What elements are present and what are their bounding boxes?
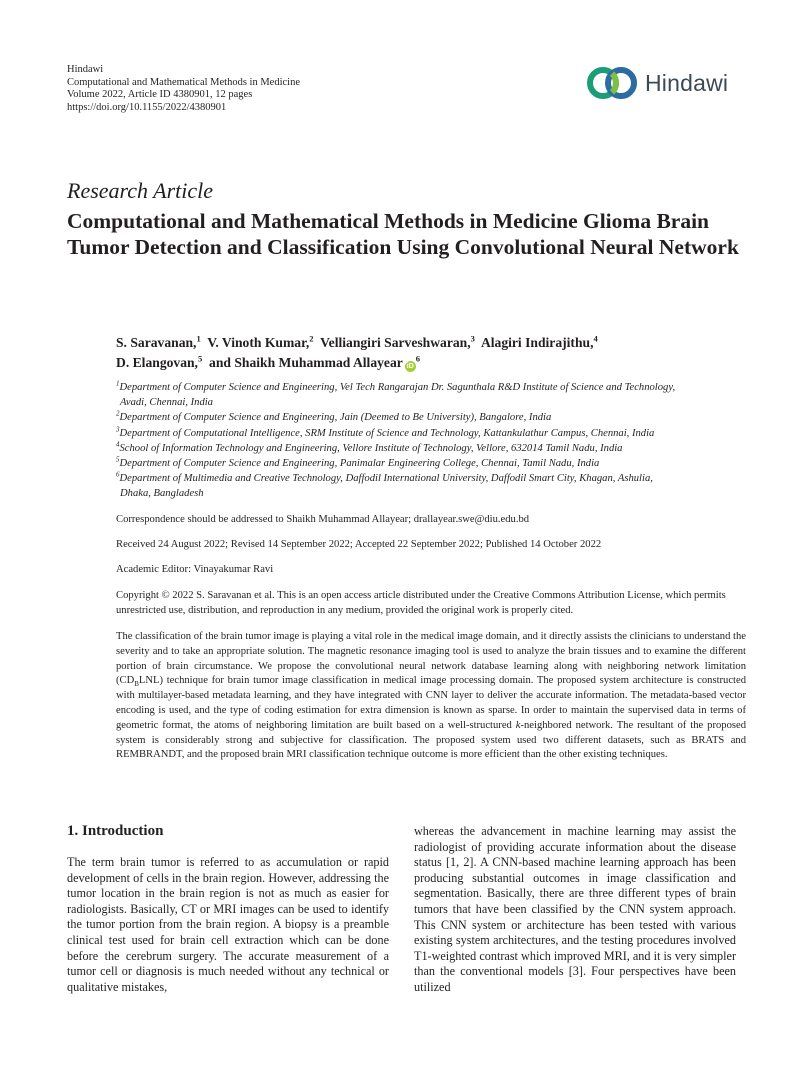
orcid-icon[interactable]: iD	[406, 363, 414, 370]
hindawi-logo	[583, 64, 728, 102]
affiliation-number: 2	[116, 409, 120, 418]
abstract	[116, 630, 746, 763]
affiliation-item	[116, 471, 746, 501]
body-column-left	[67, 855, 389, 995]
journal-name: Computational and Mathematical Methods in Medicine	[67, 76, 300, 88]
affiliations	[116, 380, 746, 502]
correspondence: Correspondence should be addressed to Shaikh Muhammad Allayear; drallayear.swe@diu.edu.bd	[116, 514, 530, 525]
abstract-subscript: B	[134, 680, 139, 689]
author-affil-sup: 6	[415, 353, 421, 364]
author-affil-sup: 5	[197, 353, 203, 364]
academic-editor: Academic Editor: Vinayakumar Ravi	[116, 564, 274, 575]
article-type: Research Article	[67, 178, 214, 203]
body-column-right	[414, 824, 736, 996]
affiliation-text: Department of Computational Intelligence, SRM Institute of Science and Technology, Kattankulathur Campus, Chennai, India	[119, 427, 655, 439]
author-name[interactable]: V. Vinoth Kumar,	[207, 335, 310, 350]
affiliation-text: School of Information Technology and Engineering, Vellore Institute of Technology, Vellore, 632014 Tamil Nadu, India	[119, 442, 623, 454]
affiliation-text: Department of Multimedia and Creative Technology, Daffodil International University, Daffodil Smart City, Khagan, Ashulia,	[119, 473, 653, 485]
affiliation-item	[116, 456, 746, 471]
abstract-text: -neighbored network. The resultant of the proposed system is considerably strong and subjective for classification. The proposed system used two different datasets, such as BRATS and REMBRANDT, and the proposed brain MRI classification technique outcome is more efficient than the other existing techniques.	[116, 719, 746, 761]
hindawi-logo-icon	[583, 64, 641, 102]
author-affil-sup: 2	[309, 333, 314, 344]
paper-title: Computational and Mathematical Methods in Medicine Glioma Brain Tumor Detection and Classification Using Convolutional Neural Network	[67, 209, 739, 259]
affiliation-text: Department of Computer Science and Engineering, Jain (Deemed to Be University), Bangalore, India	[119, 412, 552, 424]
affiliation-item	[116, 410, 746, 425]
journal-info	[67, 64, 300, 115]
abstract-text: LNL) technique for brain tumor image classification in medical image processing domain. The proposed system architecture is constructed with multilayer-based metadata learning, and they have integrated with CNN layer to deliver the accurate information. The metadata-based vector encoding is used, and the type of coding estimation for extra dimension is known as sparse. In order to maintain the supervised data in terms of geometric format, the atoms of neighboring limitation are built based on a well-structured	[116, 675, 746, 731]
affiliation-number: 3	[116, 425, 120, 434]
abstract-italic: k	[515, 719, 521, 731]
affiliation-number: 5	[116, 455, 120, 464]
affiliation-text: Dhaka, Bangladesh	[120, 488, 204, 500]
section-heading: 1. Introduction	[67, 823, 164, 839]
logo-text: Hindawi	[645, 69, 729, 96]
affiliation-item	[116, 426, 746, 441]
journal-volume: Volume 2022, Article ID 4380901, 12 pages	[67, 89, 253, 101]
author-affil-sup: 4	[593, 333, 598, 344]
body-paragraph: The term brain tumor is referred to as accumulation or rapid development of cells in the brain region. However, addressing the tumor location in the brain region is not as much as easier for radiologists. Basically, CT or MRI images can be used to identify the tumor portion from the brain region. A biopsy is a preamble clinical test used for brain cell extraction which can be done before the cerebrum surgery. The accurate measurement of a tumor cell or diagnosis is much needed without any technical or qualitative mistakes,	[67, 855, 389, 994]
affiliation-text: Avadi, Chennai, India	[120, 397, 213, 409]
author-name[interactable]: Alagiri Indirajithu,	[480, 335, 594, 350]
author-name[interactable]: S. Saravanan,	[116, 335, 197, 350]
copyright-notice: Copyright © 2022 S. Saravanan et al. This is an open access article distributed under the Creative Commons Attribution License, which permits unrestricted use, distribution, and reproduction in any medium, provided the original work is properly cited.	[116, 590, 726, 616]
journal-doi[interactable]: https://doi.org/10.1155/2022/4380901	[67, 102, 227, 114]
author-affil-sup: 3	[470, 333, 475, 344]
affiliation-number: 1	[116, 379, 120, 388]
author-name[interactable]: and Shaikh Muhammad Allayear	[209, 355, 403, 370]
affiliation-text: Department of Computer Science and Engineering, Vel Tech Rangarajan Dr. Sagunthala R&D Institute of Science and Technology,	[119, 382, 676, 393]
author-name[interactable]: D. Elangovan,	[116, 355, 198, 370]
body-paragraph: whereas the advancement in machine learning may assist the radiologist of providing accurate information about the disease status [1, 2]. A CNN-based machine learning approach has been producing substantial outcomes in image classification and segmentation. Basically, there are three different types of brain tumors that have been classified by the CNN system approach. This CNN system or architecture has been tested with various existing system architectures, and the testing procedures involved T1-weighted contrast which improved MRI, and it is very simpler than the conventional models [3]. Four perspectives have been utilized	[414, 824, 736, 994]
affiliation-number: 6	[116, 470, 120, 479]
affiliation-text: Department of Computer Science and Engineering, Panimalar Engineering College, Chennai, Tamil Nadu, India	[119, 458, 600, 470]
author-list	[116, 333, 746, 373]
journal-publisher: Hindawi	[67, 64, 104, 75]
author-affil-sup: 1	[196, 333, 201, 344]
affiliation-item	[116, 441, 746, 456]
affiliation-item	[116, 380, 746, 410]
affiliation-number: 4	[116, 440, 120, 449]
author-name[interactable]: Velliangiri Sarveshwaran,	[320, 335, 471, 350]
publication-dates: Received 24 August 2022; Revised 14 September 2022; Accepted 22 September 2022; Published 14 October 2022	[116, 539, 602, 550]
abstract-text: The classification of the brain tumor image is playing a vital role in the medical image domain, and it directly assists the clinicians to understand the severity and to take an appropriate solution. The magnetic resonance imaging tool is used to analyze the brain tissues and to examine the different portion of brain circumstance. We propose the convolutional neural network database learning along with neighboring network limitation (CD	[116, 631, 746, 687]
